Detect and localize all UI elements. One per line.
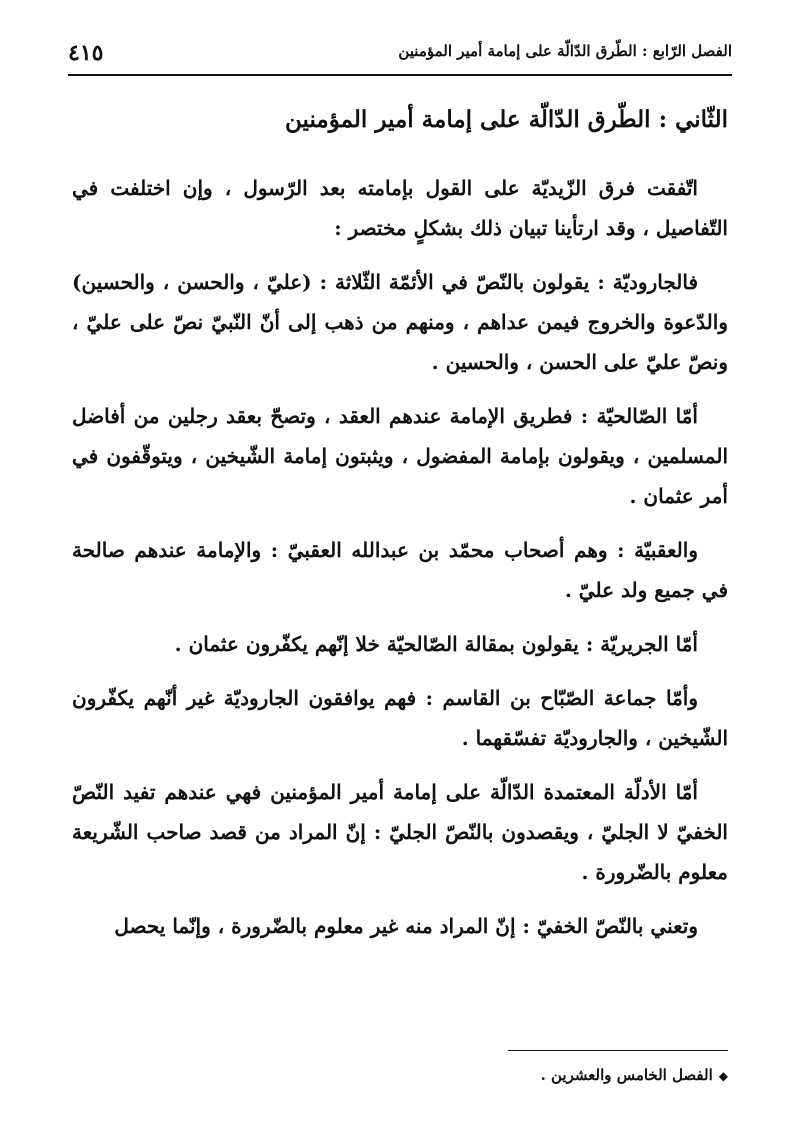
section-heading: الثّاني : الطّرق الدّالّة على إمامة أمير المؤمنين: [285, 106, 728, 133]
footnote: [541, 1066, 728, 1084]
paragraph: وتعني بالنّصّ الخفيّ : إنّ المراد منه غير معلوم بالضّرورة ، وإنّما يحصل: [114, 914, 698, 938]
paragraph: أمّا الصّالحيّة : فطريق الإمامة عندهم العقد ، وتصحّ بعقد رجلين من أفاضل المسلمين ، ويقولون بإمامة المفضول ، ويثبتون إمامة الشّيخين ، ويتوقّفون في أمر عثمان .: [72, 404, 728, 508]
footnote-rule: [508, 1050, 728, 1051]
footnote-marker-icon: ◆: [718, 1069, 728, 1083]
page-body: [72, 100, 728, 960]
page-number: ٤١٥: [68, 40, 104, 66]
footnote-text: الفصل الخامس والعشرين .: [540, 1066, 713, 1084]
paragraph: والعقبيّة : وهم أصحاب محمّد بن عبدالله العقبيّ : والإمامة عندهم صالحة في جميع ولد عليّ .: [72, 538, 728, 602]
paragraph: فالجاروديّة : يقولون بالنّصّ في الأئمّة الثّلاثة : (عليّ ، والحسن ، والحسين) والدّعوة والخروج فيمن عداهم ، ومنهم من ذهب إلى أنّ النّبيّ نصّ على عليّ ، ونصّ عليّ على الحسن ، والحسين .: [72, 270, 728, 374]
running-title: الفصل الرّابع : الطّرق الدّالّة على إمامة أمير المؤمنين: [398, 42, 732, 60]
header-rule: [68, 74, 732, 76]
page-header: [68, 28, 732, 78]
paragraph: أمّا الجريريّة : يقولون بمقالة الصّالحيّة خلا إنّهم يكفّرون عثمان .: [174, 632, 698, 656]
paragraph: اتّفقت فرق الزّيديّة على القول بإمامته بعد الرّسول ، وإن اختلفت في التّفاصيل ، وقد ارتأينا تبيان ذلك بشكلٍ مختصر :: [72, 176, 728, 240]
paragraph: وأمّا جماعة الصّبّاح بن القاسم : فهم يوافقون الجاروديّة غير أنّهم يكفّرون الشّيخين ، والجاروديّة تفسّقهما .: [72, 686, 728, 750]
paragraph: أمّا الأدلّة المعتمدة الدّالّة على إمامة أمير المؤمنين فهي عندهم تفيد النّصّ الخفيّ لا الجليّ ، ويقصدون بالنّصّ الجليّ : إنّ المراد من قصد صاحب الشّريعة معلوم بالضّرورة .: [72, 780, 728, 884]
